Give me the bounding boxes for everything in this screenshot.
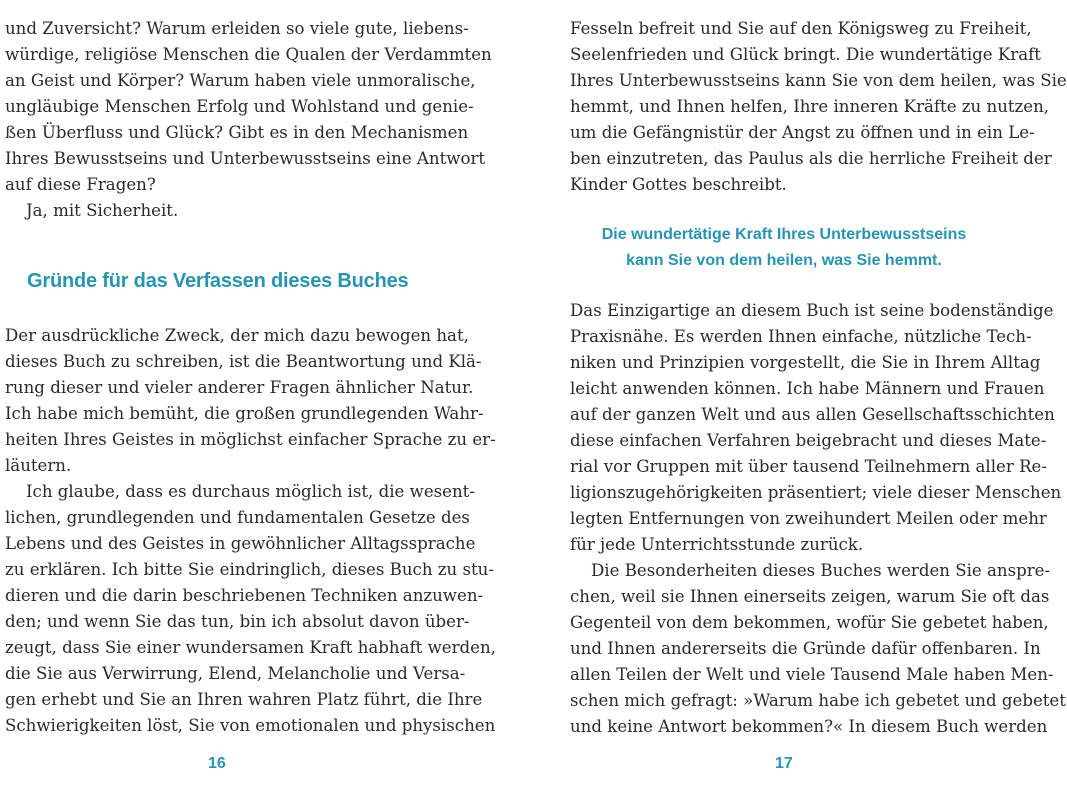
text-line: rial vor Gruppen mit über tausend Teilnehmern aller Re- [570, 457, 1047, 476]
text-line: Praxisnähe. Es werden Ihnen einfache, nützliche Tech- [570, 327, 1032, 346]
text-line: Lebens und des Geistes in gewöhnlicher Alltagssprache [5, 534, 476, 553]
callout-line: kann Sie von dem heilen, was Sie hemmt. [626, 252, 942, 269]
section-heading: Gründe für das Verfassen dieses Buches [27, 270, 409, 292]
page-number-right: 17 [775, 755, 793, 772]
text-line: legten Entfernungen von zweihundert Meilen oder mehr [570, 509, 1047, 528]
text-line: Fesseln befreit und Sie auf den Königsweg zu Freiheit, [570, 19, 1032, 38]
text-line: zeugt, dass Sie einer wundersamen Kraft habhaft werden, [5, 638, 496, 657]
text-line: rung dieser und vieler anderer Fragen ähnlicher Natur. [5, 378, 474, 397]
text-line: Ihres Unterbewusstseins kann Sie von dem heilen, was Sie [570, 71, 1067, 90]
text-line: Ich glaube, dass es durchaus möglich ist, die wesent- [26, 482, 475, 501]
text-line: ben einzutreten, das Paulus als die herrliche Freiheit der [570, 149, 1052, 168]
text-line: den; und wenn Sie das tun, bin ich absolut davon über- [5, 612, 470, 631]
text-line: allen Teilen der Welt und viele Tausend Male haben Men- [570, 665, 1054, 684]
text-line: Das Einzigartige an diesem Buch ist seine bodenständige [570, 301, 1054, 320]
text-line: für jede Unterrichtsstunde zurück. [570, 535, 864, 554]
text-line: Gegenteil von dem bekommen, wofür Sie gebetet haben, [570, 613, 1049, 632]
text-line: gen erhebt und Sie an Ihren wahren Platz führt, die Ihre [5, 690, 483, 709]
text-line: auf der ganzen Welt und aus allen Gesellschaftsschichten [570, 405, 1055, 424]
text-line: würdige, religiöse Menschen die Qualen der Verdammten [5, 45, 492, 64]
text-line: Seelenfrieden und Glück bringt. Die wundertätige Kraft [570, 45, 1041, 64]
text-line: auf diese Fragen? [5, 175, 156, 194]
text-line: dieses Buch zu schreiben, ist die Beantwortung und Klä- [5, 352, 482, 371]
text-line: und Zuversicht? Warum erleiden so viele gute, liebens- [5, 19, 469, 38]
text-line: niken und Prinzipien vorgestellt, die Sie in Ihrem Alltag [570, 353, 1041, 372]
text-line: an Geist und Körper? Warum haben viele unmoralische, [5, 71, 476, 90]
text-line: Der ausdrückliche Zweck, der mich dazu bewogen hat, [5, 326, 469, 345]
text-line: und keine Antwort bekommen?« In diesem Buch werden [570, 717, 1048, 736]
text-line: schen mich gefragt: »Warum habe ich gebetet und gebetet [570, 691, 1066, 710]
text-line: Schwierigkeiten löst, Sie von emotionalen und physischen [5, 716, 496, 735]
text-line: ligionszugehörigkeiten präsentiert; viele dieser Menschen [570, 483, 1062, 502]
text-line: diese einfachen Verfahren beigebracht und dieses Mate- [570, 431, 1047, 450]
text-line: um die Gefängnistür der Angst zu öffnen und in ein Le- [570, 123, 1035, 142]
page-number-left: 16 [208, 755, 226, 772]
text-line: leicht anwenden können. Ich habe Männern und Frauen [570, 379, 1045, 398]
text-line: hemmt, und Ihnen helfen, Ihre inneren Kräfte zu nutzen, [570, 97, 1050, 116]
text-line: Ich habe mich bemüht, die großen grundlegenden Wahr- [5, 404, 484, 423]
text-line: lichen, grundlegenden und fundamentalen Gesetze des [5, 508, 470, 527]
text-line: und Ihnen andererseits die Gründe dafür offenbaren. In [570, 639, 1041, 658]
text-line: läutern. [5, 456, 72, 475]
text-line: ßen Überfluss und Glück? Gibt es in den Mechanismen [5, 123, 469, 142]
right-page [570, 0, 1067, 800]
text-line: Die Besonderheiten dieses Buches werden Sie anspre- [591, 561, 1051, 580]
text-line: ungläubige Menschen Erfolg und Wohlstand und genie- [5, 97, 474, 116]
text-line: Ja, mit Sicherheit. [26, 201, 179, 220]
text-line: Kinder Gottes beschreibt. [570, 175, 787, 194]
text-line: Ihres Bewusstseins und Unterbewusstseins eine Antwort [5, 149, 486, 168]
text-line: die Sie aus Verwirrung, Elend, Melancholie und Versa- [5, 664, 466, 683]
text-line: zu erklären. Ich bitte Sie eindringlich, dieses Buch zu stu- [5, 560, 494, 579]
callout-line: Die wundertätige Kraft Ihres Unterbewusstseins [601, 226, 967, 243]
text-line: chen, weil sie Ihnen einerseits zeigen, warum Sie oft das [570, 587, 1050, 606]
left-page [5, 0, 496, 800]
text-line: dieren und die darin beschriebenen Techniken anzuwen- [5, 586, 484, 605]
text-line: heiten Ihres Geistes in möglichst einfacher Sprache zu er- [5, 430, 496, 449]
